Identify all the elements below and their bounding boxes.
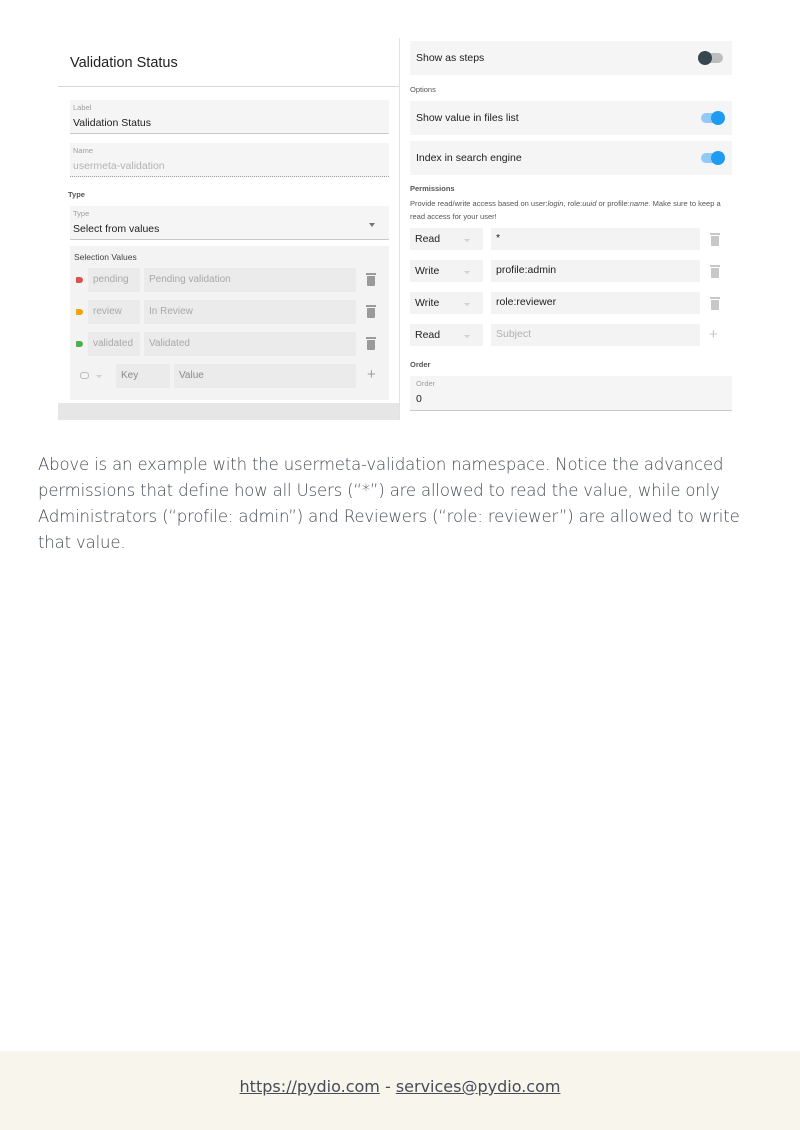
new-selection-value-row <box>70 364 389 388</box>
order-field[interactable] <box>410 376 732 411</box>
value-label-input[interactable] <box>144 268 356 292</box>
permission-mode-select[interactable] <box>410 228 483 250</box>
chevron-down-icon <box>464 303 470 306</box>
panel-divider <box>399 38 400 420</box>
value-key-input[interactable] <box>88 300 140 324</box>
panel-title: Validation Status <box>70 55 178 71</box>
panel-footer-bar <box>58 403 399 420</box>
footer-separator: - <box>379 1077 396 1096</box>
explanation-paragraph: Above is an example with the usermeta-validation namespace. Notice the advanced permissions that define how all Users (“*”) are allowed to read the value, while only Administrators (“profile: admin”) and Reviewers (“role: reviewer”) are allowed to write that value. <box>38 455 740 552</box>
label-field-value: Validation Status <box>73 117 152 129</box>
index-in-search-engine-label: Index in search engine <box>416 152 522 164</box>
title-divider <box>58 86 399 87</box>
selection-value-row <box>70 332 389 356</box>
permission-mode-select[interactable] <box>410 260 483 282</box>
permission-subject-input[interactable] <box>491 260 700 282</box>
type-select[interactable] <box>70 206 389 240</box>
metadata-options-panel <box>410 38 732 420</box>
name-field-label: Name <box>73 146 94 155</box>
selection-values-box <box>70 246 389 400</box>
page-footer <box>0 1051 800 1130</box>
new-permission-row <box>410 324 732 346</box>
value-key-input[interactable] <box>88 268 140 292</box>
website-link[interactable]: https://pydio.com <box>239 1077 380 1096</box>
new-value-input[interactable] <box>174 364 356 388</box>
show-value-in-files-list-label: Show value in files list <box>416 112 519 124</box>
add-icon[interactable]: + <box>367 366 376 383</box>
value-label-text: Validated <box>149 338 190 349</box>
chevron-down-icon <box>464 335 470 338</box>
permission-row <box>410 228 732 250</box>
permission-mode-text: Write <box>415 297 440 309</box>
order-field-value: 0 <box>416 393 422 405</box>
permission-subject-input[interactable] <box>491 292 700 314</box>
chevron-down-icon <box>369 223 375 227</box>
permission-mode-text: Read <box>415 233 441 245</box>
selection-values-title: Selection Values <box>74 252 137 262</box>
new-key-input[interactable] <box>116 364 170 388</box>
permission-subject-text: profile:admin <box>496 264 557 276</box>
value-label-input[interactable] <box>144 332 356 356</box>
color-picker-icon[interactable] <box>80 372 89 379</box>
delete-icon[interactable] <box>366 337 376 350</box>
show-value-in-files-list-row[interactable] <box>410 101 732 135</box>
tag-icon <box>76 341 83 347</box>
label-field[interactable] <box>70 100 389 134</box>
new-key-placeholder: Key <box>121 370 139 381</box>
index-in-search-engine-row[interactable] <box>410 141 732 175</box>
delete-icon[interactable] <box>710 265 720 278</box>
new-value-placeholder: Value <box>179 370 204 381</box>
permission-subject-input[interactable] <box>491 228 700 250</box>
value-key-text: pending <box>93 274 129 285</box>
permissions-desc-uuid: uuid <box>582 199 597 208</box>
value-key-input[interactable] <box>88 332 140 356</box>
tag-icon <box>76 277 83 283</box>
type-select-value: Select from values <box>73 223 160 235</box>
order-field-label: Order <box>416 379 436 388</box>
name-field-value: usermeta-validation <box>73 160 165 172</box>
tag-icon <box>76 309 83 315</box>
new-permission-mode-select[interactable] <box>410 324 483 346</box>
value-label-text: In Review <box>149 306 193 317</box>
permission-subject-placeholder: Subject <box>496 328 532 340</box>
name-field <box>70 143 389 177</box>
metadata-definition-panel <box>58 38 399 420</box>
permissions-desc-text: Provide read/write access based on user: <box>410 199 548 208</box>
footer-links <box>0 1077 800 1096</box>
type-select-label: Type <box>73 209 90 218</box>
permissions-desc-text: . Make sure to keep a read access for your user! <box>410 199 721 221</box>
permissions-desc-name: name <box>629 199 649 208</box>
permission-row <box>410 260 732 282</box>
email-link[interactable]: services@pydio.com <box>395 1077 561 1096</box>
delete-icon[interactable] <box>366 273 376 286</box>
permissions-section-label: Permissions <box>410 184 455 193</box>
value-key-text: review <box>93 306 122 317</box>
selection-value-row <box>70 268 389 292</box>
permissions-description <box>410 197 728 223</box>
index-in-search-engine-toggle[interactable] <box>701 153 723 163</box>
options-section-label: Options <box>410 85 436 94</box>
permission-subject-text: role:reviewer <box>496 296 557 308</box>
new-permission-subject-input[interactable] <box>491 324 700 346</box>
show-as-steps-label: Show as steps <box>416 52 485 64</box>
permissions-desc-login: login <box>547 199 564 208</box>
value-key-text: validated <box>93 338 134 349</box>
permissions-desc-text: , role: <box>563 199 583 208</box>
permissions-desc-text: or profile: <box>596 199 630 208</box>
add-icon[interactable]: + <box>709 326 718 343</box>
chevron-down-icon <box>464 271 470 274</box>
show-as-steps-row[interactable] <box>410 41 732 75</box>
value-label-text: Pending validation <box>149 274 231 285</box>
permission-mode-select[interactable] <box>410 292 483 314</box>
permission-mode-text: Write <box>415 265 440 277</box>
show-as-steps-toggle[interactable] <box>701 53 723 63</box>
value-label-input[interactable] <box>144 300 356 324</box>
permission-subject-text: * <box>496 232 501 244</box>
delete-icon[interactable] <box>366 305 376 318</box>
delete-icon[interactable] <box>710 233 720 246</box>
chevron-down-icon <box>464 239 470 242</box>
type-section-label: Type <box>68 190 85 199</box>
metadata-editor-screenshot <box>58 38 740 420</box>
delete-icon[interactable] <box>710 297 720 310</box>
permission-mode-text: Read <box>415 329 441 341</box>
permission-row <box>410 292 732 314</box>
selection-value-row <box>70 300 389 324</box>
label-field-label: Label <box>73 103 92 112</box>
order-section-label: Order <box>410 360 431 369</box>
show-value-in-files-list-toggle[interactable] <box>701 113 723 123</box>
chevron-down-icon <box>96 375 102 378</box>
